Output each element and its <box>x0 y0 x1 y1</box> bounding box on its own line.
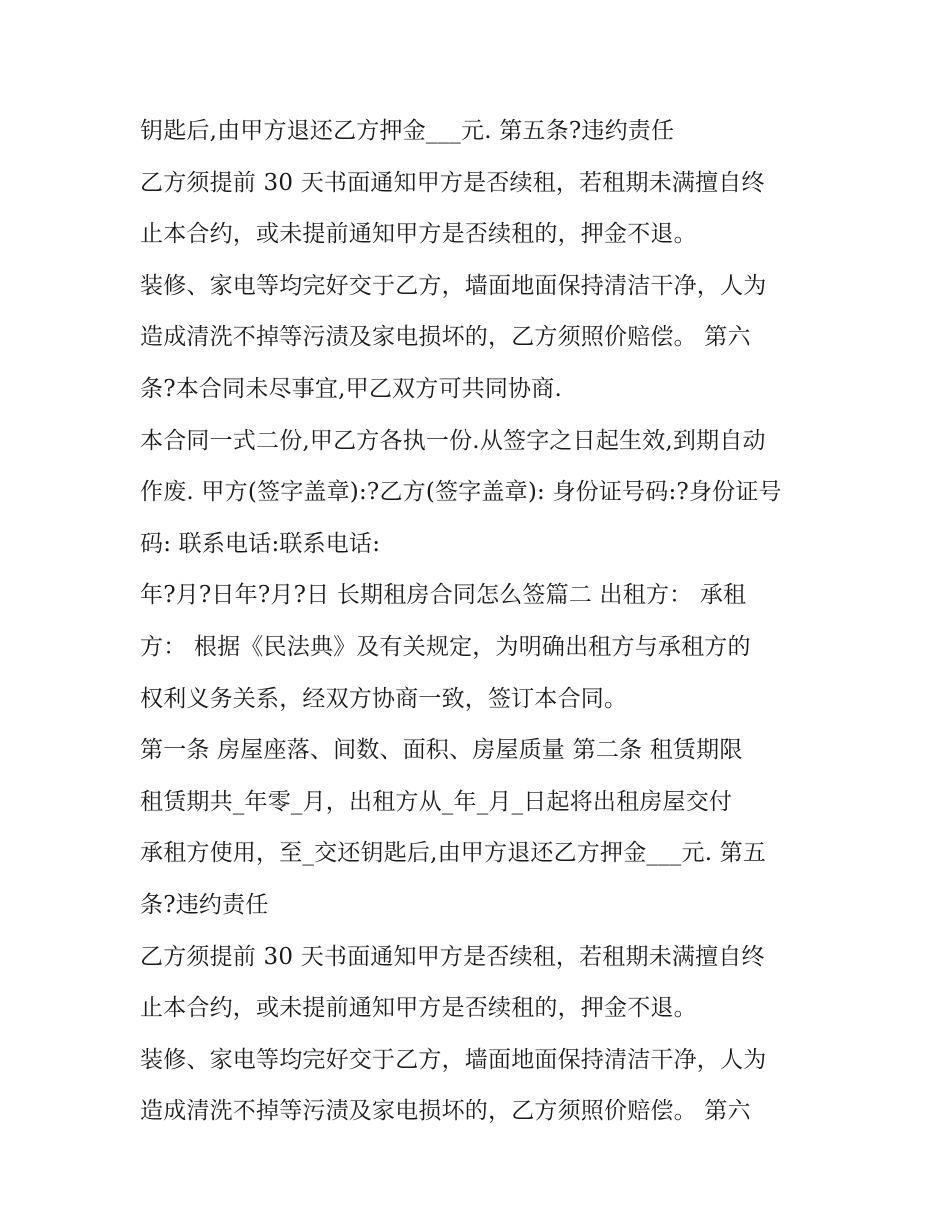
text-line: 装修、家电等均完好交于乙方，墙面地面保持清洁干净，人为 <box>140 272 767 299</box>
text-line: 年?月?日年?月?日 长期租房合同怎么签篇二 出租方： 承租 <box>140 582 747 609</box>
text-line: 条?违约责任 <box>140 891 269 918</box>
text-line: 造成清洗不掉等污渍及家电损坏的，乙方须照价赔偿。 第六 <box>140 324 751 351</box>
text-line: 方： 根据《民法典》及有关规定，为明确出租方与承租方的 <box>140 633 751 660</box>
text-line: 权利义务关系，经双方协商一致，签订本合同。 <box>140 685 628 712</box>
document-body <box>140 106 830 1138</box>
text-line: 乙方须提前 30 天书面通知甲方是否续租，若租期未满擅自终 <box>140 169 765 196</box>
text-line: 本合同一式二份,甲乙方各执一份.从签字之日起生效,到期自动 <box>140 427 766 454</box>
text-line: 乙方须提前 30 天书面通知甲方是否续租，若租期未满擅自终 <box>140 943 765 970</box>
text-line: 租赁期共_年零_月，出租方从_年_月_日起将出租房屋交付 <box>140 788 733 815</box>
text-line: 钥匙后,由甲方退还乙方押金___元. 第五条?违约责任 <box>140 118 675 144</box>
text-line: 装修、家电等均完好交于乙方，墙面地面保持清洁干净，人为 <box>140 1046 767 1073</box>
text-line: 止本合约，或未提前通知甲方是否续租的，押金不退。 <box>140 995 697 1022</box>
text-line: 承租方使用，至_交还钥匙后,由甲方退还乙方押金___元. 第五 <box>140 840 767 867</box>
text-line: 造成清洗不掉等污渍及家电损坏的，乙方须照价赔偿。 第六 <box>140 1098 751 1125</box>
text-line: 第一条 房屋座落、间数、面积、房屋质量 第二条 租赁期限 <box>140 737 743 764</box>
text-line: 止本合约，或未提前通知甲方是否续租的，押金不退。 <box>140 221 697 248</box>
text-line: 码: 联系电话:联系电话: <box>140 530 381 557</box>
text-line: 条?本合同未尽事宜,甲乙双方可共同协商. <box>140 375 562 402</box>
text-line: 作废. 甲方(签字盖章):?乙方(签字盖章): 身份证号码:?身份证号 <box>140 479 782 506</box>
